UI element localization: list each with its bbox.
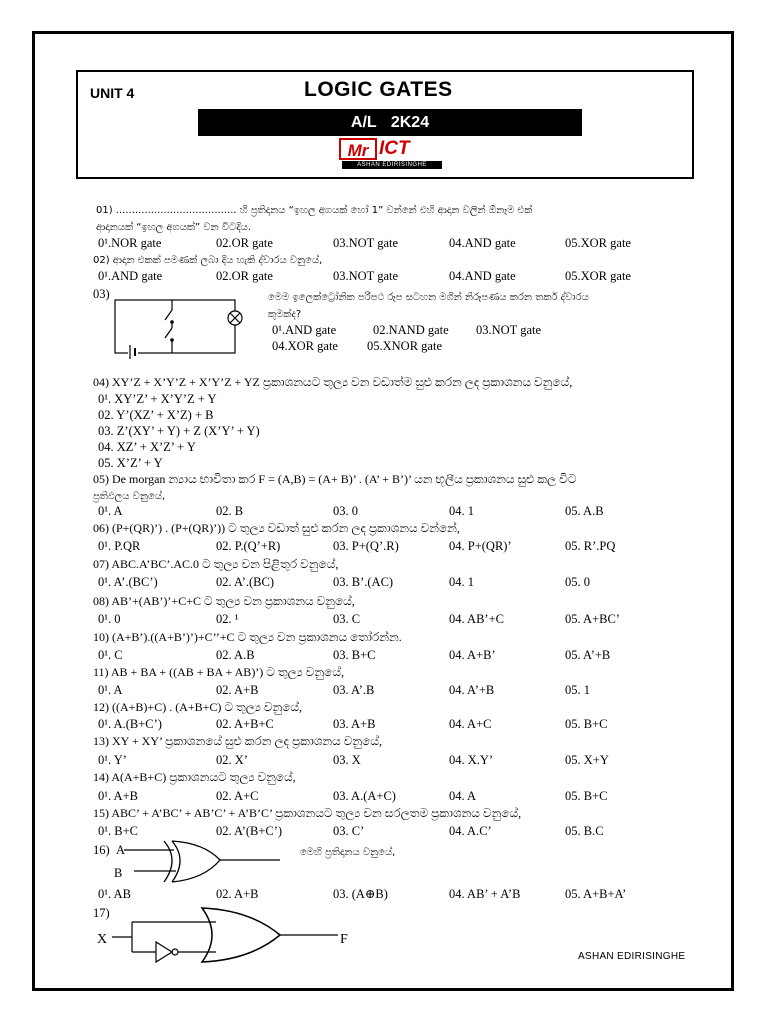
brand-logo	[339, 138, 443, 170]
q16-option-4: 04. AB’ + A’B	[449, 887, 521, 901]
q02-option-1: 0¹.AND gate	[98, 269, 163, 283]
q12-option-5: 05. B+C	[565, 717, 608, 731]
q11-option-5: 05. 1	[565, 683, 590, 697]
q02-option-3: 03.NOT gate	[333, 269, 399, 283]
q03-option-4: 04.XOR gate	[272, 339, 338, 353]
q17-number: 17)	[93, 906, 110, 920]
q08-option-2: 02. ¹	[216, 612, 239, 626]
q04-option-2: 02. Y’(XZ’ + X’Z) + B	[98, 408, 214, 422]
q05-option-3: 03. 0	[333, 504, 358, 518]
q02-stem: 02) ආදාන එකක් පමණක් ලබා දිය හැකි ද්වාරය වනුයේ,	[93, 255, 323, 266]
q16-option-2: 02. A+B	[216, 887, 259, 901]
q11-option-3: 03. A’.B	[333, 683, 375, 697]
q01-stem-line1: 01) ...................................... හි ප්‍රතිදානය “ඉහල අගයක් හෝ 1” වන්නේ එහි ආදාන වලින් ඕනෑම එක්	[96, 205, 533, 216]
q07-option-1: 0¹. A’.(BC’)	[98, 575, 158, 589]
q05-option-2: 02. B	[216, 504, 244, 518]
q06-option-3: 03. P+(Q’.R)	[333, 539, 399, 553]
q07-option-5: 05. 0	[565, 575, 590, 589]
q03-circuit-diagram	[110, 292, 250, 360]
q04-option-4: 04. XZ’ + X’Z’ + Y	[98, 440, 196, 454]
q01-stem-line2: ආදානයක් “ඉහල අගයක්” වන විටදිය.	[96, 222, 252, 233]
q17-output-f-label: F	[340, 932, 348, 947]
q11-option-1: 0¹. A	[98, 683, 123, 697]
q11-option-2: 02. A+B	[216, 683, 259, 697]
q02-option-4: 04.AND gate	[449, 269, 516, 283]
q14-option-2: 02. A+C	[216, 789, 259, 803]
q13-option-1: 0¹. Y’	[98, 753, 127, 767]
q10-option-4: 04. A+B’	[449, 648, 496, 662]
q16-xor-gate-diagram	[122, 838, 282, 888]
q01-option-5: 05.XOR gate	[565, 236, 631, 250]
q06-option-1: 0¹. P.QR	[98, 539, 141, 553]
q01-option-1: 0¹.NOR gate	[98, 236, 162, 250]
q10-option-3: 03. B+C	[333, 648, 376, 662]
q05-option-4: 04. 1	[449, 504, 474, 518]
q15-option-3: 03. C’	[333, 824, 365, 838]
q16-input-b-label: B	[114, 866, 123, 880]
q03-option-1: 0¹.AND gate	[272, 323, 337, 337]
q13-option-3: 03. X	[333, 753, 361, 767]
q03-option-3: 03.NOT gate	[476, 323, 542, 337]
q01-option-4: 04.AND gate	[449, 236, 516, 250]
q15-option-1: 0¹. B+C	[98, 824, 138, 838]
q14-option-3: 03. A.(A+C)	[333, 789, 396, 803]
q07-option-4: 04. 1	[449, 575, 474, 589]
q15-option-5: 05. B.C	[565, 824, 604, 838]
q17-logic-circuit-diagram	[110, 904, 342, 966]
q03-number: 03)	[93, 287, 110, 301]
q08-option-3: 03. C	[333, 612, 361, 626]
q13-option-2: 02. X’	[216, 753, 248, 767]
q16-option-1: 0¹. AB	[98, 887, 131, 901]
q11-stem: 11) AB + BA + ((AB + BA + AB)’) ට තුල්‍ය වනුයේ,	[93, 665, 344, 679]
q08-option-4: 04. AB’+C	[449, 612, 504, 626]
q15-stem: 15) ABC’ + A’BC’ + AB’C’ + A’B’C’ ප්‍රකාශනයට තුල්‍ය වන සරලතම ප්‍රකාශනය වනුයේ,	[93, 806, 522, 820]
q08-option-1: 0¹. 0	[98, 612, 121, 626]
q04-option-3: 03. Z’(XY’ + Y) + Z (X’Y’ + Y)	[98, 424, 260, 438]
q03-option-5: 05.XNOR gate	[367, 339, 442, 353]
q12-option-4: 04. A+C	[449, 717, 492, 731]
q06-stem: 06) (P+(QR)’) . (P+(QR)’)) ට තුල්‍ය වඩාත් සුළු කරන ලද ප්‍රකාශනය වන්නේ,	[93, 521, 460, 535]
q07-stem: 07) ABC.A’BC’.AC.0 ට තුල්‍ය වන පිළිතුර වනුයේ,	[93, 557, 339, 571]
q03-option-2: 02.NAND gate	[373, 323, 449, 337]
q07-option-3: 03. B’.(AC)	[333, 575, 394, 589]
q14-option-1: 0¹. A+B	[98, 789, 138, 803]
q03-stem-line1: මෙම ඉලෙක්ට්‍රෝනික පරිපථ රූප සටහන මගින් නිරූපණය කරන තර්ක ද්වාරය	[268, 292, 589, 303]
q03-stem-line2: කුමක්ද?	[268, 309, 302, 320]
q05-stem-line2: ප්‍රතිඵලය වනුයේ,	[93, 491, 166, 502]
q14-option-5: 05. B+C	[565, 789, 608, 803]
q17-input-x-label: X	[97, 932, 108, 947]
logo-mr: Mr	[339, 138, 377, 160]
q16-input-a-label: A	[116, 843, 126, 857]
q11-option-4: 04. A’+B	[449, 683, 495, 697]
q13-stem: 13) XY + XY’ ප්‍රකාශනයේ සුළු කරන ලද ප්‍රකාශනය වනුයේ,	[93, 734, 382, 748]
q07-option-2: 02. A’.(BC)	[216, 575, 274, 589]
page-title: LOGIC GATES	[304, 78, 453, 101]
q16-option-5: 05. A+B+A’	[565, 887, 627, 901]
q10-option-1: 0¹. C	[98, 648, 123, 662]
q14-option-4: 04. A	[449, 789, 477, 803]
q16-number: 16)	[93, 843, 110, 857]
q06-option-5: 05. R’.PQ	[565, 539, 616, 553]
q01-option-3: 03.NOT gate	[333, 236, 399, 250]
logo-author: ASHAN EDIRISINGHE	[342, 161, 442, 169]
unit-label: UNIT 4	[90, 85, 135, 101]
q14-stem: 14) A(A+B+C) ප්‍රකාශනයට තුල්‍ය වනුයේ,	[93, 770, 296, 784]
q01-option-2: 02.OR gate	[216, 236, 273, 250]
q04-stem: 04) XY’Z + X’Y’Z + X’Y’Z + YZ ප්‍රකාශනයට තුල්‍ය වන වඩාත්ම සුළු කරන ලද ප්‍රකාශනය වනුයේ,	[93, 375, 573, 389]
q13-option-5: 05. X+Y	[565, 753, 609, 767]
q15-option-4: 04. A.C’	[449, 824, 492, 838]
q13-option-4: 04. X.Y’	[449, 753, 494, 767]
level-banner: A/L 2K24	[198, 109, 582, 136]
q16-stem: මෙහි ප්‍රතිදානය වනුයේ,	[300, 847, 396, 858]
q06-option-4: 04. P+(QR)’	[449, 539, 512, 553]
q12-option-1: 0¹. A.(B+C’)	[98, 717, 162, 731]
q12-option-2: 02. A+B+C	[216, 717, 274, 731]
q12-stem: 12) ((A+B)+C) . (A+B+C) ට තුල්‍ය වනුයේ,	[93, 700, 303, 714]
q08-stem: 08) AB’+(AB’)’+C+C ට තුල්‍ය වන ප්‍රකාශනය වනුයේ,	[93, 594, 355, 608]
q02-option-5: 05.XOR gate	[565, 269, 631, 283]
q05-option-5: 05. A.B	[565, 504, 604, 518]
q12-option-3: 03. A+B	[333, 717, 376, 731]
q15-option-2: 02. A’(B+C’)	[216, 824, 283, 838]
q10-option-2: 02. A.B	[216, 648, 255, 662]
logo-ict: ICT	[379, 138, 410, 159]
q02-option-2: 02.OR gate	[216, 269, 273, 283]
q05-stem-line1: 05) De morgan න්‍යාය භාවිතා කර F = (A,B) = (A+ B)’ . (A’ + B’)’ යන භූලීය ප්‍රකාශනය සුළු කල විට	[93, 472, 577, 486]
q08-option-5: 05. A+BC’	[565, 612, 620, 626]
q10-stem: 10) (A+B’).((A+B’)’)+C’’+C ට තුල්‍ය වන ප්‍රකාශනය තෝරන්න.	[93, 630, 402, 644]
q04-option-5: 05. X’Z’ + Y	[98, 456, 163, 470]
footer-author: ASHAN EDIRISINGHE	[578, 951, 686, 962]
q04-option-1: 0¹. XY’Z’ + X’Y’Z + Y	[98, 392, 217, 406]
q06-option-2: 02. P.(Q’+R)	[216, 539, 281, 553]
q10-option-5: 05. A’+B	[565, 648, 611, 662]
q16-option-3: 03. (A⊕B)	[333, 887, 388, 901]
q05-option-1: 0¹. A	[98, 504, 123, 518]
